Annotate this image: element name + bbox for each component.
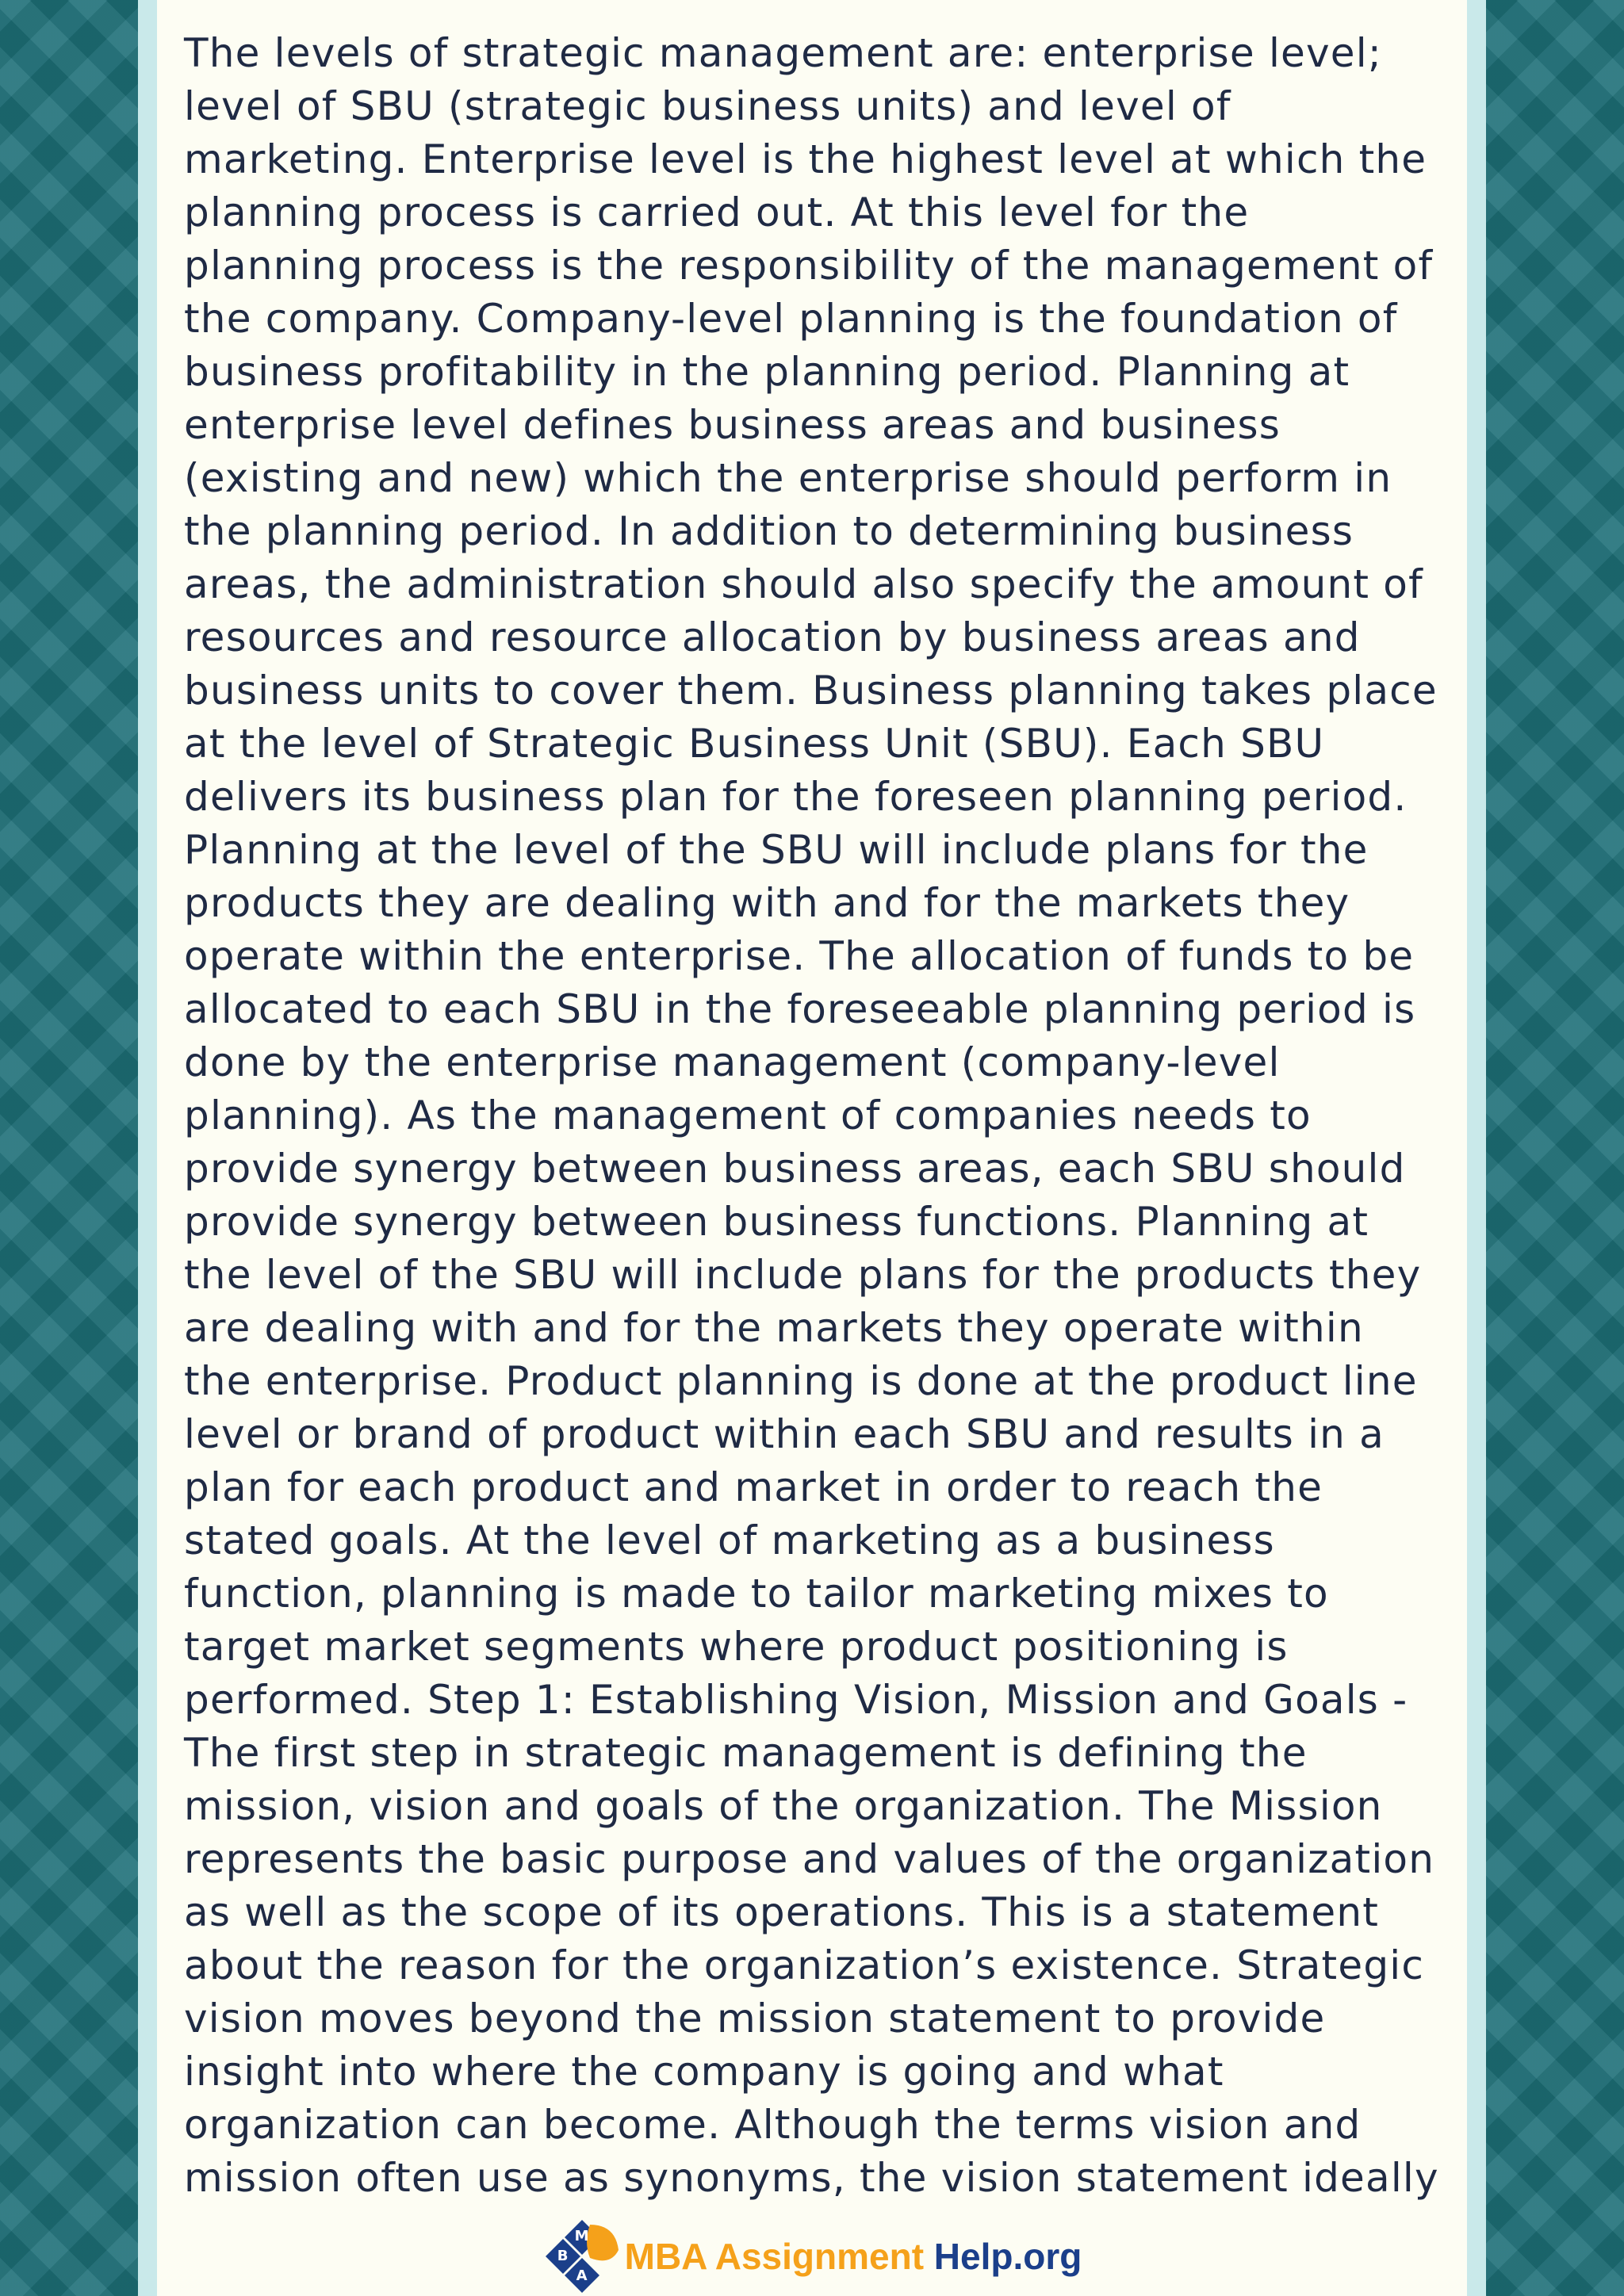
text-line: the company. Company-level planning is the foundation of xyxy=(184,296,1398,342)
footer xyxy=(0,2218,1624,2294)
text-line: provide synergy between business areas, each SBU should xyxy=(184,1146,1406,1192)
text-line: resources and resource allocation by business areas and xyxy=(184,614,1361,660)
text-line: (existing and new) which the enterprise should perform in xyxy=(184,455,1392,501)
text-line: operate within the enterprise. The allocation of funds to be xyxy=(184,933,1415,979)
text-line: planning). As the management of companies needs to xyxy=(184,1093,1312,1138)
text-line: at the level of Strategic Business Unit (SBU). Each SBU xyxy=(184,721,1325,767)
text-line: are dealing with and for the markets they operate within xyxy=(184,1305,1364,1351)
brand-name-part1: MBA Assignment xyxy=(624,2236,934,2277)
text-line: stated goals. At the level of marketing as a business xyxy=(184,1517,1275,1563)
text-line: represents the basic purpose and values of the organization xyxy=(184,1836,1435,1882)
text-line: level of SBU (strategic business units) and level of xyxy=(184,83,1231,129)
brand-name-part2: Help.org xyxy=(933,2236,1082,2277)
text-line: level or brand of product within each SBU and results in a xyxy=(184,1411,1385,1457)
text-line: areas, the administration should also specify the amount of xyxy=(184,561,1423,607)
logo-letter-m: M xyxy=(574,2228,589,2244)
text-line: function, planning is made to tailor marketing mixes to xyxy=(184,1571,1329,1617)
text-line: plan for each product and market in order to reach the xyxy=(184,1464,1323,1510)
text-line: products they are dealing with and for the markets they xyxy=(184,880,1350,926)
text-line: mission, vision and goals of the organization. The Mission xyxy=(184,1783,1383,1829)
text-line: planning process is the responsibility of the management of xyxy=(184,243,1434,289)
text-line: Planning at the level of the SBU will include plans for the xyxy=(184,827,1369,873)
text-line: provide synergy between business functions. Planning at xyxy=(184,1199,1369,1245)
text-line: business profitability in the planning period. Planning at xyxy=(184,349,1350,395)
text-line: delivers its business plan for the foreseen planning period. xyxy=(184,774,1408,820)
text-line: about the reason for the organization’s existence. Strategic xyxy=(184,1942,1425,1988)
text-line: as well as the scope of its operations. This is a statement xyxy=(184,1889,1380,1935)
logo-letter-a: A xyxy=(576,2267,588,2284)
brand-logo-icon xyxy=(542,2218,622,2294)
text-line: the enterprise. Product planning is done at the product line xyxy=(184,1358,1418,1404)
text-line: performed. Step 1: Establishing Vision, Mission and Goals - xyxy=(184,1677,1408,1723)
text-line: enterprise level defines business areas and business xyxy=(184,402,1281,448)
text-line: allocated to each SBU in the foreseeable planning period is xyxy=(184,986,1416,1032)
text-line: done by the enterprise management (company-level xyxy=(184,1039,1281,1085)
text-line: planning process is carried out. At this level for the xyxy=(184,189,1250,235)
text-line: the level of the SBU will include plans for the products they xyxy=(184,1252,1422,1298)
text-line: business units to cover them. Business planning takes place xyxy=(184,668,1438,714)
body-text xyxy=(184,27,1446,2205)
text-line: organization can become. Although the terms vision and xyxy=(184,2102,1362,2148)
text-line: vision moves beyond the mission statement to provide xyxy=(184,1996,1326,2042)
brand-name xyxy=(625,2235,1082,2278)
text-line: insight into where the company is going and what xyxy=(184,2049,1224,2095)
logo-letter-b: B xyxy=(557,2248,569,2264)
text-line: the planning period. In addition to determining business xyxy=(184,508,1354,554)
text-line: target market segments where product positioning is xyxy=(184,1624,1289,1670)
text-line: The first step in strategic management is defining the xyxy=(184,1730,1308,1776)
text-line: marketing. Enterprise level is the highest level at which the xyxy=(184,136,1427,182)
text-line: The levels of strategic management are: enterprise level; xyxy=(184,30,1382,76)
text-line: mission often use as synonyms, the vision statement ideally xyxy=(184,2155,1439,2201)
